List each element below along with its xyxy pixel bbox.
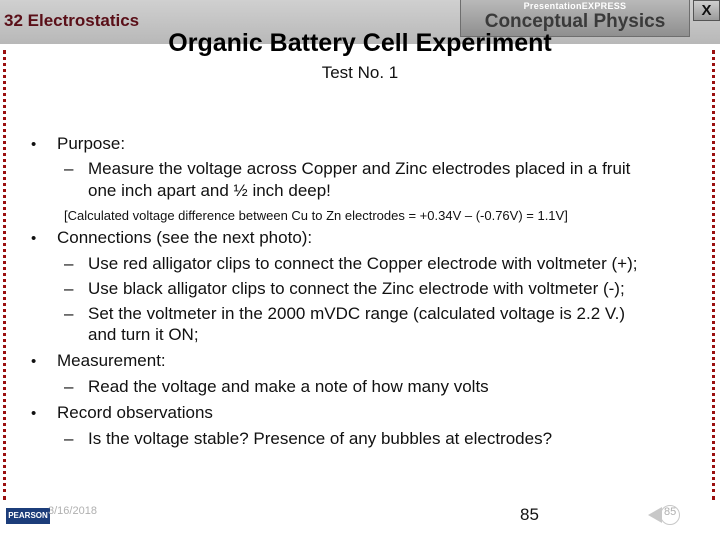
slide-title: Organic Battery Cell Experiment [168, 29, 552, 57]
measurement-line-1: Read the voltage and make a note of how many volts [88, 377, 489, 396]
purpose-note: [Calculated voltage difference between Cu to Zn electrodes = +0.34V – (-0.76V) = 1.1V] [64, 208, 568, 223]
measurement-label: Measurement: [57, 351, 166, 370]
right-dotted-border [712, 50, 715, 500]
bullet-icon: • [31, 230, 37, 247]
observations-label: Record observations [57, 403, 213, 422]
bullet-icon: • [31, 136, 37, 153]
left-dotted-border [3, 50, 6, 500]
purpose-label: Purpose: [57, 134, 126, 153]
observations-line-1: Is the voltage stable? Presence of any bubbles at electrodes? [88, 429, 553, 448]
slide-subtitle: Test No. 1 [321, 63, 399, 82]
brand-top-text: PresentationEXPRESS [523, 1, 627, 11]
slide-date: 3/16/2018 [48, 505, 97, 517]
page-number-right: 85 [664, 506, 677, 518]
connections-line-3: Set the voltmeter in the 2000 mVDC range (calculated voltage is 2.2 V.) [88, 304, 626, 323]
chapter-title: 32 Electrostatics [4, 11, 140, 30]
connections-line-4: and turn it ON; [88, 325, 199, 344]
bullet-icon: • [31, 405, 37, 422]
purpose-line-2: one inch apart and ½ inch deep! [88, 181, 331, 200]
page-number: 85 [520, 505, 539, 524]
connections-line-1: Use red alligator clips to connect the Copper electrode with voltmeter (+); [88, 254, 638, 273]
dash-icon: – [64, 377, 74, 396]
pearson-logo: PEARSON [6, 508, 50, 524]
dash-icon: – [64, 159, 74, 178]
bullet-icon: • [31, 353, 37, 370]
dash-icon: – [64, 279, 74, 298]
connections-line-2: Use black alligator clips to connect the Zinc electrode with voltmeter (-); [88, 279, 625, 298]
dash-icon: – [64, 304, 74, 323]
dash-icon: – [64, 429, 74, 448]
dash-icon: – [64, 254, 74, 273]
connections-label: Connections (see the next photo): [57, 228, 313, 247]
brand-main-text: Conceptual Physics [484, 11, 666, 32]
purpose-line-1: Measure the voltage across Copper and Zinc electrodes placed in a fruit [88, 159, 631, 178]
close-button[interactable]: X [693, 0, 720, 21]
